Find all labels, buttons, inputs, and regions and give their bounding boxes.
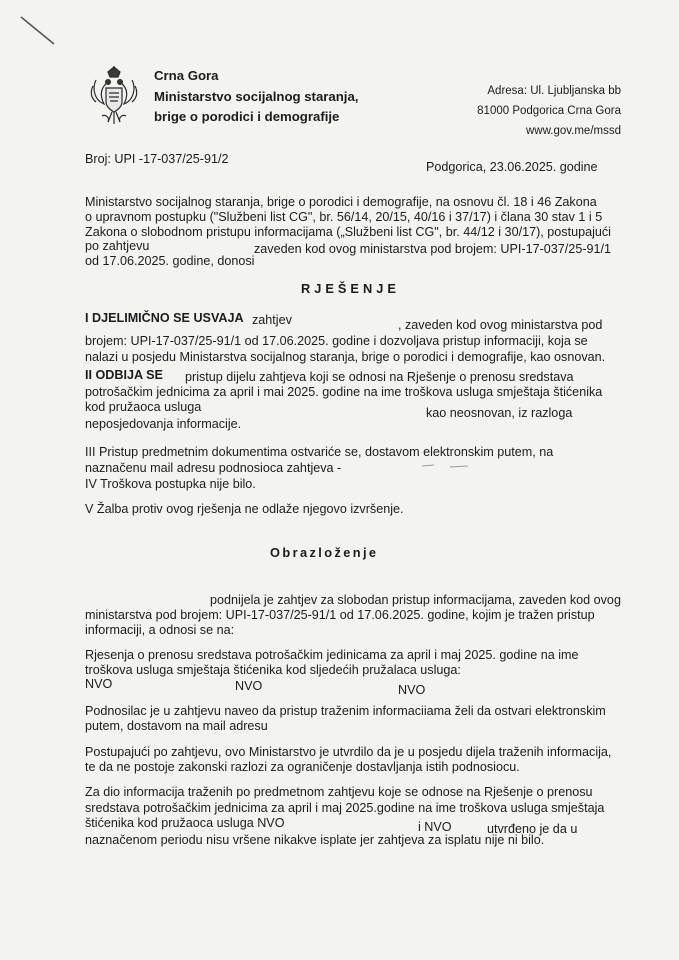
org-country: Crna Gora (154, 68, 219, 83)
reasoning-p5-line3a: štićenika kod pružaoca usluga NVO (85, 816, 285, 830)
reasoning-p5-line4: naznačenom periodu nisu vršene nikakve isplate jer zahtjeva za isplatu nije ni bilo. (85, 833, 545, 847)
item2-lead: II ODBIJA SE (85, 368, 163, 382)
reasoning-p2-line1: Rjesenja o prenosu sredstava potrošačkim jedinicama za april i maj 2025. godine na ime (85, 648, 579, 662)
item2-line3a: kod pružaoca usluga (85, 400, 202, 414)
address-street: Adresa: Ul. Ljubljanska bb (487, 85, 621, 97)
item1-line2: brojem: UPI-17-037/25-91/1 od 17.06.2025. godine i dozvoljava pristup informaciji, koja se (85, 334, 588, 348)
item2-line3b: kao neosnovan, iz razloga (426, 406, 573, 420)
reasoning-p5-line3c: utvrđeno je da u (487, 822, 578, 836)
org-ministry-line2: brige o porodici i demografije (154, 109, 340, 124)
reasoning-p2-line2: troškova usluga smještaja štićenika kod sljedećih pružalaca usluga: (85, 663, 461, 677)
reasoning-p1-line2: ministarstva pod brojem: UPI-17-037/25-91/1 od 17.06.2025. godine, kojim je tražen pristup (85, 608, 595, 622)
intro-line-3: Zakona o slobodnom pristupu informacijama („Službeni list CG", br. 44/12 i 30/17), postupajući (85, 225, 611, 239)
item1-line3: nalazi u posjedu Ministarstva socijalnog staranja, brige o porodici i demografije, kao osnovan. (85, 350, 606, 364)
item2-line2: potrošačkim jednicima za april i mai 2025. godine na ime troškova usluga smještaja štićenika (85, 385, 603, 399)
redaction-smudge (420, 462, 480, 470)
intro-line-4a: po zahtjevu (85, 239, 150, 253)
item3-line1: III Pristup predmetnim dokumentima ostvariće se, dostavom elektronskim putem, na (85, 445, 554, 459)
intro-line-4b: zaveden kod ovog ministarstva pod brojem: UPI-17-037/25-91/1 (254, 242, 612, 256)
item3-line2: naznačenu mail adresu podnosioca zahtjeva - (85, 461, 342, 475)
item5: V Žalba protiv ovog rješenja ne odlaže njegovo izvršenje. (85, 502, 404, 516)
reasoning-p4-line2: te da ne postoje zakonski razlozi za ograničenje dostavljanja istih podnosiocu. (85, 760, 520, 774)
reasoning-p1-line3: informaciji, a odnosi se na: (85, 623, 235, 637)
item4: IV Troškova postupka nije bilo. (85, 477, 256, 491)
case-number: Broj: UPI -17-037/25-91/2 (85, 152, 229, 166)
reasoning-p1-line1: podnijela je zahtjev za slobodan pristup informacijama, zaveden kod ovog (210, 593, 621, 607)
place-date: Podgorica, 23.06.2025. godine (426, 160, 598, 174)
item1-word: zahtjev (252, 313, 292, 327)
intro-line-2: o upravnom postupku ("Službeni list CG", br. 56/14, 20/15, 40/16 i 37/17) i člana 30 stav 1 i 5 (85, 210, 603, 224)
address-website: www.gov.me/mssd (525, 125, 621, 137)
nvo-2: NVO (235, 679, 263, 693)
reasoning-p5-line2: sredstava potrošačkim jednicima za april i maj 2025.godine na ime troškova usluga smještaja (85, 801, 605, 815)
reasoning-p3-line1: Podnosilac je u zahtjevu naveo da pristup traženim informaciiama želi da ostvari elektronskim (85, 704, 606, 718)
intro-line-1: Ministarstvo socijalnog staranja, brige o porodici i demografije, na osnovu čl. 18 i 46 Zakona (85, 195, 597, 209)
nvo-1: NVO (85, 677, 113, 691)
intro-line-5: od 17.06.2025. godine, donosi (85, 254, 255, 268)
pen-mark (18, 14, 58, 48)
address-city: 81000 Podgorica Crna Gora (477, 105, 621, 117)
reasoning-p3-line2: putem, dostavom na mail adresu (85, 719, 268, 733)
org-ministry-line1: Ministarstvo socijalnog staranja, (154, 89, 359, 104)
reasoning-p5-line3b: i NVO (418, 820, 452, 834)
item1-lead: I DJELIMIČNO SE USVAJA (85, 311, 244, 325)
item1-line1-end: , zaveden kod ovog ministarstva pod (398, 318, 603, 332)
reasoning-p5-line1: Za dio informacija traženih po predmetnom zahtjevu koje se odnose na Rješenje o prenosu (85, 785, 593, 799)
item2-line4: neposjedovanja informacije. (85, 417, 242, 431)
reasoning-title: Obrazloženje (270, 545, 379, 560)
reasoning-p4-line1: Postupajući po zahtjevu, ovo Ministarstvo je utvrdilo da je u posjedu dijela traženih informacija, (85, 745, 612, 759)
coat-of-arms-icon (88, 66, 140, 128)
decision-title: RJEŠENJE (301, 281, 400, 296)
item2-line1: pristup dijelu zahtjeva koji se odnosi na Rješenje o prenosu sredstava (185, 370, 574, 384)
nvo-3: NVO (398, 683, 426, 697)
